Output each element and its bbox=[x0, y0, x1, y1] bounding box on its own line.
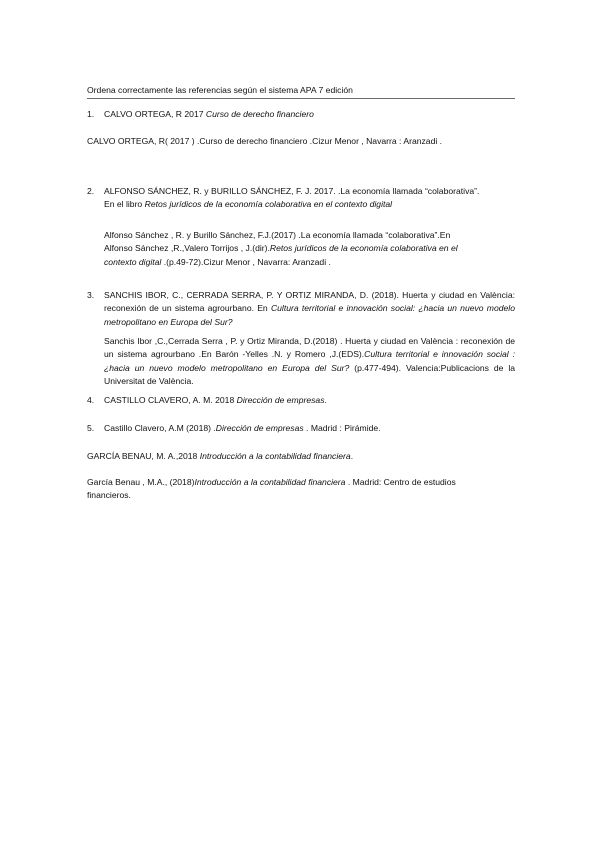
answer-reference-2: Alfonso Sánchez , R. y Burillo Sánchez, F.J.(2017) .La economía llamada “colaborativa”.En Alfonso Sánchez ,R.,Valero Torrijos , J.(dir).Retos jurídicos de la economía colaborativa en el contexto digital .(p.49-72).Cizur Menor , Navarra: Aranzadi . bbox=[104, 230, 458, 267]
page-heading: Ordena correctamente las referencias según el sistema APA 7 edición bbox=[87, 84, 515, 99]
reference-item-6: GARCÍA BENAU, M. A.,2018 Introducción a la contabilidad financiera. bbox=[87, 451, 354, 461]
item-number: 3. bbox=[87, 290, 95, 300]
original-reference: ALFONSO SÁNCHEZ, R. y BURILLO SÁNCHEZ, F. J. 2017. .La economía llamada “colaborativa”. En el libro Retos jurídicos de la economía colaborativa en el contexto digital bbox=[104, 186, 480, 210]
original-reference: SANCHIS IBOR, C., CERRADA SERRA, P. Y ORTIZ MIRANDA, D. (2018). Huerta y ciudad en València: reconexión de un sistema agrourbano. En Cultura territorial e innovación social: ¿hacia un nuevo modelo metropolitano en Europa del Sur? bbox=[104, 290, 515, 327]
original-reference: CALVO ORTEGA, R 2017 Curso de derecho financiero bbox=[104, 109, 314, 119]
answer-title: Dirección de empresas bbox=[215, 423, 304, 433]
answer-reference-6: García Benau , M.A., (2018)Introducción a la contabilidad financiera . Madrid: Centro de estudios financieros. bbox=[87, 477, 456, 501]
original-title: Curso de derecho financiero bbox=[205, 109, 314, 119]
answer-reference: Castillo Clavero, A.M (2018) .Dirección de empresas . Madrid : Pirámide. bbox=[104, 423, 381, 433]
original-title: Cultura territorial e innovación social: ¿hacia un nuevo modelo metropolitano en Europa del Sur? bbox=[104, 303, 515, 327]
reference-item-5 bbox=[87, 422, 515, 435]
reference-item-2 bbox=[87, 185, 515, 212]
reference-item-1 bbox=[87, 108, 515, 121]
reference-item-3 bbox=[87, 289, 515, 329]
item-number: 4. bbox=[87, 395, 95, 405]
item-number: 2. bbox=[87, 186, 95, 196]
reference-item-4 bbox=[87, 394, 515, 407]
item-number: 1. bbox=[87, 109, 95, 119]
original-title: Introducción a la contabilidad financiera bbox=[199, 451, 351, 461]
answer-reference-1: CALVO ORTEGA, R( 2017 ) .Curso de derecho financiero .Cizur Menor , Navarra : Aranzadi . bbox=[87, 136, 443, 146]
answer-title: Introducción a la contabilidad financiera bbox=[194, 477, 346, 487]
answer-title: Retos jurídicos de la economía colaborativa en el bbox=[269, 243, 458, 254]
answer-title: Cultura territorial e innovación social :¿hacia un nuevo modelo metropolitano en Europa del Sur? bbox=[104, 349, 515, 373]
original-title: Dirección de empresas bbox=[236, 395, 325, 405]
item-number: 5. bbox=[87, 423, 95, 433]
original-reference: CASTILLO CLAVERO, A. M. 2018 Dirección de empresas. bbox=[104, 395, 327, 405]
answer-reference-3: Sanchis Ibor ,C.,Cerrada Serra , P. y Ortiz Miranda, D.(2018) . Huerta y ciudad en València : reconexión de un sistema agrourbano .En Barón -Yelles .N. y Romero ,J.(EDS).Cultura territorial e innovación social :¿hacia un nuevo modelo metropolitano en Europa del Sur? (p.477-494). Valencia:Publicacions de la Universitat de València. bbox=[104, 336, 516, 386]
original-title: Retos jurídicos de la economía colaborativa en el contexto digital bbox=[144, 199, 393, 210]
